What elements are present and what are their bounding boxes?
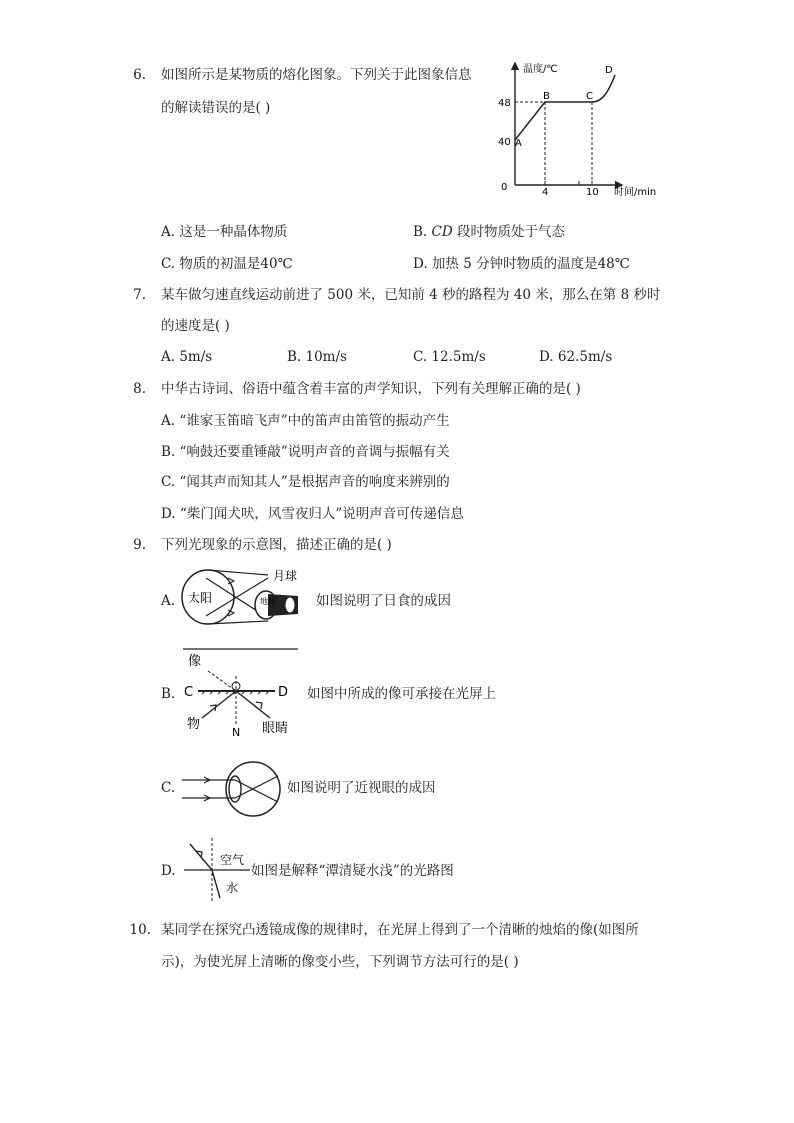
- q10-stem-line1: 某同学在探究凸透镜成像的规律时，在光屏上得到了一个清晰的烛焰的像(如图所: [161, 922, 639, 938]
- q6-melting-graph: [490, 55, 670, 205]
- q9-option-c-text: 如图说明了近视眼的成因: [287, 780, 436, 796]
- q6-option-b-segment: CD: [431, 224, 453, 240]
- graph-ylabel: 温度/℃: [523, 64, 558, 75]
- virtual-ray: [208, 671, 236, 691]
- label-40: 40: [498, 137, 511, 148]
- label-48: 48: [498, 98, 511, 109]
- q9-option-b-letter: B.: [161, 686, 176, 702]
- water-label: 水: [226, 881, 239, 895]
- air-label: 空气: [220, 853, 245, 867]
- label-origin: 0: [501, 182, 508, 193]
- q8-option-b: B. “响鼓还要重锤敲”说明声音的音调与振幅有关: [161, 444, 450, 460]
- image-label: 像: [188, 654, 202, 669]
- q6-option-d: D. 加热 5 分钟时物质的温度是48℃: [413, 256, 630, 272]
- q9-option-a-text: 如图说明了日食的成因: [316, 593, 451, 609]
- q8-option-a: A. “谁家玉笛暗飞声”中的笛声由笛管的振动产生: [161, 413, 450, 429]
- object-label: 物: [187, 717, 201, 732]
- moon-shape: [285, 597, 295, 613]
- label-x4: 4: [542, 187, 549, 198]
- reflected-ray: [236, 691, 270, 718]
- q10-stem-line2: 示)，为使光屏上清晰的像变小些，下列调节方法可行的是( ): [161, 954, 519, 970]
- q9-number: 9.: [133, 537, 146, 553]
- q9-solar-eclipse-figure: [180, 566, 305, 628]
- q9-option-d-text: 如图是解释“潭清疑水浅”的光路图: [251, 863, 454, 879]
- earth-label: 地球: [260, 597, 276, 606]
- sun-label: 太阳: [188, 591, 213, 605]
- q7-option-d: D. 62.5m/s: [539, 349, 613, 365]
- q7-number: 7.: [133, 287, 146, 303]
- q7-option-b: B. 10m/s: [287, 349, 347, 365]
- q9-option-d-letter: D.: [161, 863, 176, 879]
- point-a: A: [515, 138, 522, 149]
- ray-top: [208, 570, 268, 575]
- graph-xlabel: 时间/min: [614, 187, 657, 198]
- incident-ray: [202, 691, 236, 718]
- q6-option-a: A. 这是一种晶体物质: [161, 224, 288, 240]
- q10-number: 10.: [129, 922, 151, 938]
- q8-option-c: C. “闻其声而知其人”是根据声音的响度来辨别的: [161, 474, 450, 490]
- q7-option-c: C. 12.5m/s: [413, 349, 486, 365]
- c-label: C: [184, 685, 194, 700]
- n-label: N: [232, 726, 241, 738]
- moon-label: 月球: [273, 569, 298, 583]
- label-x10: 10: [586, 187, 599, 198]
- point-b: B: [543, 91, 550, 102]
- q9-stem: 下列光现象的示意图，描述正确的是( ): [161, 537, 392, 553]
- q6-option-b-prefix: B.: [413, 224, 432, 240]
- melting-curve-cd: [592, 75, 615, 102]
- q7-option-a: A. 5m/s: [161, 349, 213, 365]
- eye-label: 眼睛: [262, 721, 289, 736]
- q9-option-b-text: 如图中所成的像可承接在光屏上: [307, 686, 496, 702]
- q6-stem-line2: 的解读错误的是( ): [161, 100, 271, 116]
- point-c: C: [586, 91, 593, 102]
- melting-curve: [515, 102, 592, 140]
- q9-option-a-letter: A.: [161, 593, 176, 609]
- q8-stem: 中华古诗词、俗语中蕴含着丰富的声学知识，下列有关理解正确的是( ): [161, 381, 581, 397]
- q6-option-b-suffix: 段时物质处于气态: [452, 224, 565, 240]
- q9-eye-figure: [180, 758, 285, 820]
- point-d: D: [605, 65, 613, 76]
- q7-stem-line1: 某车做匀速直线运动前进了 500 米，已知前 4 秒的路程为 40 米，那么在第 8 秒时: [161, 287, 661, 303]
- q7-stem-line2: 的速度是( ): [161, 318, 230, 334]
- refracted-ray: [212, 870, 220, 898]
- q6-number: 6.: [133, 67, 146, 83]
- q9-refraction-figure: [182, 836, 252, 904]
- q8-number: 8.: [133, 381, 146, 397]
- q8-option-d: D. “柴门闻犬吠，风雪夜归人”说明声音可传递信息: [161, 506, 464, 522]
- d-label: D: [278, 685, 289, 700]
- q9-option-c-letter: C.: [161, 780, 176, 796]
- q6-option-c: C. 物质的初温是40℃: [161, 256, 293, 272]
- q9-plane-mirror-figure: [180, 646, 300, 738]
- q6-stem-line1: 如图所示是某物质的熔化图象。下列关于此图象信息: [161, 67, 472, 83]
- q6-option-b: [413, 222, 565, 242]
